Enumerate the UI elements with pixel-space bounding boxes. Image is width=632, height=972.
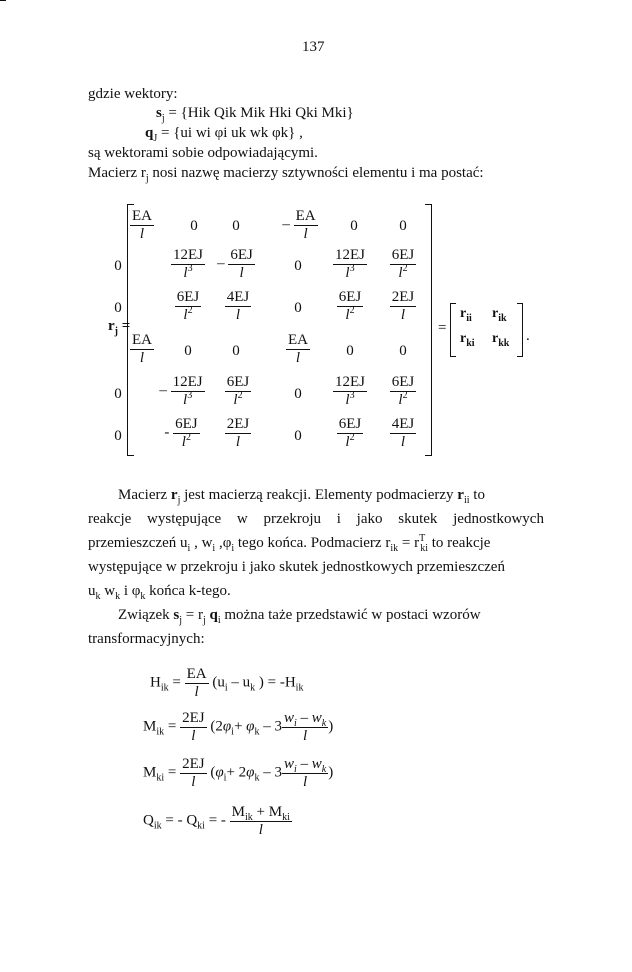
p1-c: to xyxy=(473,487,485,503)
para2-line2: transformacyjnych: xyxy=(88,631,205,647)
page-number: 137 xyxy=(302,39,325,55)
formula-M-ik: $M_{ik}$ = $\frac{2EJ}{l}$ ($2\varphi_i+ \varphi_k - 3$ $\frac{w_i - w_k}{l}$ ) xyxy=(143,710,334,744)
p1-l5b: w xyxy=(104,583,116,599)
p1-l3c: ,φ xyxy=(218,535,232,551)
f-mik-lhs: M xyxy=(143,718,157,735)
m-r3c1: 0 xyxy=(114,300,122,316)
para2-line1: Związek $s_j = r_j$ $q_i$ można taże przedstawić w postaci wzorów xyxy=(118,607,481,626)
block-r-ik: $r_{ik}$ xyxy=(492,306,507,324)
m-r2c2: $\frac{12EJ}{l^3}$ xyxy=(173,247,203,281)
m-r1c1: $\frac{EA}{l}$ xyxy=(132,208,152,242)
para1-line4: występujące w przekroju i jako skutek jednostkowych przemieszczeń xyxy=(88,559,505,575)
p1-l5a: u xyxy=(88,583,96,599)
block-r-kk: $r_{kk}$ xyxy=(492,331,510,349)
p1-l3d: tego końca. Podmacierz r xyxy=(237,535,391,551)
eq-s-rhs: = {Hik Qik Mik Hki Qki Mki} xyxy=(168,105,354,121)
m-r1c4: – $\frac{EA}{l}$ xyxy=(282,208,316,242)
matrix-intro-sub: j xyxy=(145,173,149,184)
matrix-intro-a: Macierz r xyxy=(88,165,146,181)
block-right-bracket xyxy=(517,303,523,357)
p2-c: = r xyxy=(185,607,203,623)
block-r-ii: $r_{ii}$ xyxy=(460,306,472,324)
m-r4c3: 0 xyxy=(232,343,240,359)
m-r5c3: $\frac{6EJ}{l^2}$ xyxy=(226,374,250,408)
corner-tick xyxy=(0,0,6,1)
m-r2c1: 0 xyxy=(114,258,122,274)
f-q-eq: = - xyxy=(208,812,226,829)
m-r3c5: $\frac{6EJ}{l^2}$ xyxy=(338,289,362,323)
eq-s-vector: $s_j = \{Hik$ Qik Mik Hki Qki Mki} xyxy=(156,105,354,124)
m-r4c6: 0 xyxy=(399,343,407,359)
m-r6c2: - $\frac{6EJ}{l^2}$ xyxy=(164,416,198,450)
line-corresponding: są wektorami sobie odpowiadającymi. xyxy=(88,145,318,161)
p2-a: Związek xyxy=(118,607,170,623)
matrix-intro-b: nosi nazwę macierzy sztywności elementu i ma postać: xyxy=(152,165,484,181)
f-q-lhs: Q xyxy=(143,812,154,829)
p2-e: można taże przedstawić w postaci wzorów xyxy=(224,607,481,623)
p2-d: q xyxy=(209,607,218,623)
formula-Q: $Q_{ik}$ = - $Q_{ki}$ = - $\frac{M_{ik} + M_{ki}}{l}$ xyxy=(143,804,290,838)
p1-l3b: , w xyxy=(194,535,213,551)
f-h-rhs: (u xyxy=(212,674,225,691)
f-h-lhs: H xyxy=(150,674,161,691)
matrix-label: $r_j$ = xyxy=(108,318,131,337)
m-r3c2: $\frac{6EJ}{l^2}$ xyxy=(176,289,200,323)
p2-b: s xyxy=(173,607,180,623)
block-period: . xyxy=(526,328,530,344)
m-r6c3: $\frac{2EJ}{l}$ xyxy=(226,416,250,450)
p1-l5c: i φ xyxy=(123,583,141,599)
p1-l5d: końca k-tego. xyxy=(149,583,231,599)
formula-H: $H_{ik}$ = $\frac{EA}{l}$ ($u_i - u_k$ ) = $-H_{ik}$ xyxy=(150,666,304,700)
para1-line5: $u_k$ $w_k$ i $\varphi_k$ końca k-tego. xyxy=(88,583,231,602)
intro-line: gdzie wektory: xyxy=(88,86,178,102)
m-r6c6: $\frac{4EJ}{l}$ xyxy=(391,416,415,450)
eq-q-rhs: = {ui wi φi uk wk φk} , xyxy=(161,125,303,141)
m-r5c4: 0 xyxy=(294,386,302,402)
formula-M-ki: $M_{ki}$ = $\frac{2EJ}{l}$ ($\varphi_i+ 2\varphi_k - 3$ $\frac{w_i - w_k}{l}$ ) xyxy=(143,756,334,790)
m-r5c2: – $\frac{12EJ}{l^3}$ xyxy=(159,374,203,408)
m-r3c4: 0 xyxy=(294,300,302,316)
block-left-bracket xyxy=(450,303,456,357)
m-r5c5: $\frac{12EJ}{l^3}$ xyxy=(335,374,365,408)
p1-l3e: = r xyxy=(401,535,420,551)
block-equals: = xyxy=(438,320,447,336)
m-r1c5: 0 xyxy=(350,218,358,234)
para1-line2: reakcje występujące w przekroju i jako skutek jednostkowych xyxy=(88,511,544,527)
m-r2c5: $\frac{12EJ}{l^3}$ xyxy=(335,247,365,281)
f-h-tail: ) = -H xyxy=(258,674,296,691)
matrix-label-sub: j xyxy=(114,326,119,337)
p1-a: Macierz xyxy=(118,487,168,503)
m-r5c6: $\frac{6EJ}{l^2}$ xyxy=(391,374,415,408)
f-mki-lhs: M xyxy=(143,764,157,781)
m-r1c6: 0 xyxy=(399,218,407,234)
f-q-mid: = - Q xyxy=(165,812,198,829)
m-r1c2: 0 xyxy=(190,218,198,234)
p1-b: jest macierzą reakcji. Elementy podmacierzy xyxy=(184,487,454,503)
p1-l3f: to reakcje xyxy=(431,535,491,551)
m-r6c4: 0 xyxy=(294,428,302,444)
matrix-label-r: r xyxy=(108,318,115,334)
line-matrix-intro xyxy=(88,165,484,182)
m-r3c6: $\frac{2EJ}{l}$ xyxy=(391,289,415,323)
m-r4c5: 0 xyxy=(346,343,354,359)
para1-line3: przemieszczeń $u_i$ , $w_i$ $,\varphi_i$ tego końca. Podmacierz $r_{ik} = r^T_{ki}$ to reakcje xyxy=(88,533,491,554)
m-r2c6: $\frac{6EJ}{l^2}$ xyxy=(391,247,415,281)
para1-line1: Macierz $r_j$ jest macierzą reakcji. Elementy podmacierzy $r_{ii}$ to xyxy=(118,487,485,506)
m-r2c3: – $\frac{6EJ}{l}$ xyxy=(217,247,253,281)
m-r6c5: $\frac{6EJ}{l^2}$ xyxy=(338,416,362,450)
m-r4c4: $\frac{EA}{l}$ xyxy=(288,332,308,366)
eq-q-vector: $q_J = \{ui$ wi φi uk wk φk} , xyxy=(145,125,303,144)
m-r6c1: 0 xyxy=(114,428,122,444)
m-r4c1: $\frac{EA}{l}$ xyxy=(132,332,152,366)
m-r5c1: 0 xyxy=(114,386,122,402)
m-r4c2: 0 xyxy=(184,343,192,359)
p1-l3a: przemieszczeń u xyxy=(88,535,188,551)
block-r-ki: $r_{ki}$ xyxy=(460,331,475,349)
m-r1c3: 0 xyxy=(232,218,240,234)
m-r3c3: $\frac{4EJ}{l}$ xyxy=(226,289,250,323)
m-r2c4: 0 xyxy=(294,258,302,274)
